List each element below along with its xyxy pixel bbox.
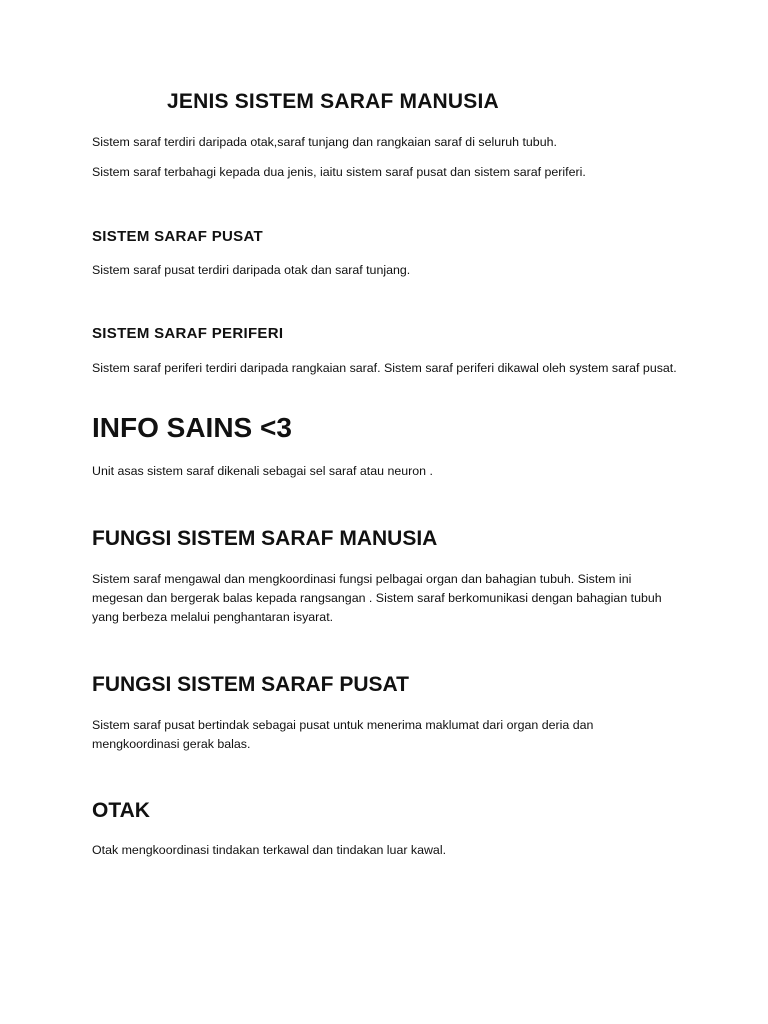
paragraph-sistem-saraf-pusat: Sistem saraf pusat terdiri daripada otak dan saraf tunjang. [92, 263, 411, 277]
page-title: JENIS SISTEM SARAF MANUSIA [167, 90, 499, 113]
paragraph-fungsi-sistem-saraf-pusat: Sistem saraf pusat bertindak sebagai pusat untuk menerima maklumat dari organ deria dan mengkoordinasi gerak balas. [92, 718, 594, 751]
heading-sistem-saraf-pusat: SISTEM SARAF PUSAT [92, 228, 263, 245]
paragraph-sistem-saraf-periferi: Sistem saraf periferi terdiri daripada rangkaian saraf. Sistem saraf periferi dikawal oleh system saraf pusat. [92, 361, 677, 375]
intro-paragraph-1: Sistem saraf terdiri daripada otak,saraf tunjang dan rangkaian saraf di seluruh tubuh. [92, 135, 557, 149]
heading-sistem-saraf-periferi: SISTEM SARAF PERIFERI [92, 325, 284, 342]
paragraph-fungsi-sistem-saraf-manusia: Sistem saraf mengawal dan mengkoordinasi fungsi pelbagai organ dan bahagian tubuh. Sistem ini megesan dan bergerak balas kepada rangsangan . Sistem saraf berkomunikasi dengan bahagian tubuh yang berbeza melalui penghantaran isyarat. [92, 572, 662, 624]
heading-fungsi-sistem-saraf-pusat: FUNGSI SISTEM SARAF PUSAT [92, 673, 409, 696]
heading-info-sains: INFO SAINS <3 [92, 412, 292, 443]
paragraph-info-sains: Unit asas sistem saraf dikenali sebagai sel saraf atau neuron . [92, 464, 433, 478]
heading-fungsi-sistem-saraf-manusia: FUNGSI SISTEM SARAF MANUSIA [92, 527, 438, 550]
intro-paragraph-2: Sistem saraf terbahagi kepada dua jenis, iaitu sistem saraf pusat dan sistem saraf periferi. [92, 165, 586, 179]
paragraph-otak: Otak mengkoordinasi tindakan terkawal dan tindakan luar kawal. [92, 843, 447, 857]
heading-otak: OTAK [92, 799, 150, 822]
